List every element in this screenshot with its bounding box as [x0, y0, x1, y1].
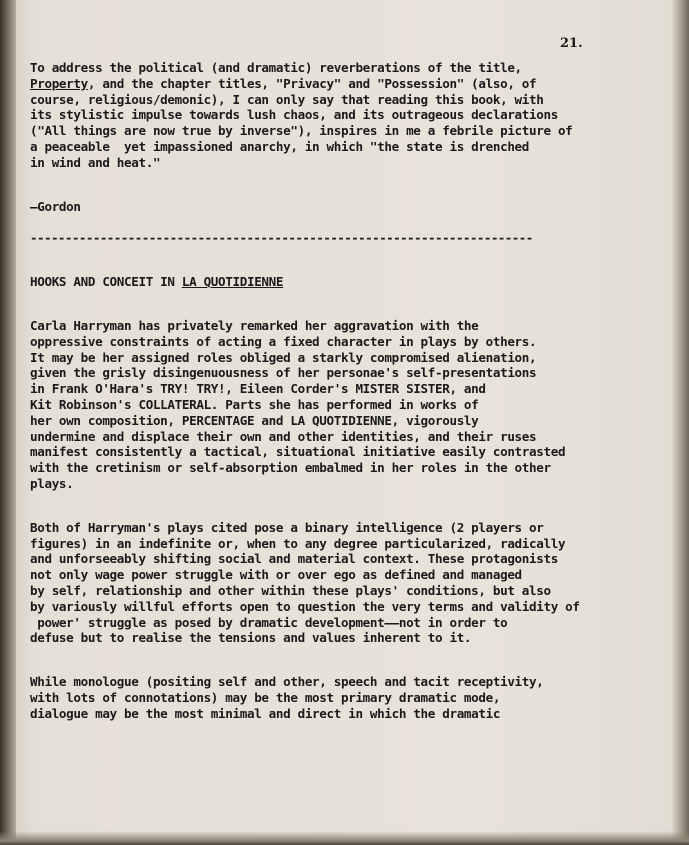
text-line: with the cretinism or self-absorption embalmed in her roles in the other: [30, 460, 551, 476]
text-line: dialogue may be the most minimal and direct in which the dramatic: [30, 705, 501, 721]
section-divider: ------------------------------------------------------------------------: [30, 230, 533, 246]
text-line: course, religious/demonic), I can only say that reading this book, with: [30, 91, 544, 107]
text-line: defuse but to realise the tensions and values inherent to it.: [30, 630, 472, 646]
spacer: [30, 492, 650, 520]
text-line: by variously willful efforts open to question the very terms and validity of: [30, 598, 580, 614]
text-line: its stylistic impulse towards lush chaos, and its outrageous declarations: [30, 107, 558, 123]
paragraph-monologue: [30, 674, 650, 721]
spacer: [30, 290, 650, 318]
text-line: While monologue (positing self and other, speech and tacit receptivity,: [30, 674, 544, 690]
page-body: [30, 60, 650, 722]
text-line: in wind and heat.": [30, 154, 161, 170]
spacer: [30, 246, 650, 274]
page-edge-bottom: [0, 831, 689, 845]
text-line: ("All things are now true by inverse"), inspires in me a febrile picture of: [30, 123, 573, 139]
book-title-property: Property: [30, 75, 88, 91]
text-line: oppressive constraints of acting a fixed character in plays by others.: [30, 333, 537, 349]
text-line: manifest consistently a tactical, situational initiative easily contrasted: [30, 444, 566, 460]
page-edge-right: [671, 0, 689, 845]
text-line: with lots of connotations) may be the most primary dramatic mode,: [30, 689, 501, 705]
text-line: Carla Harryman has privately remarked her aggravation with the: [30, 317, 479, 333]
section-heading-prefix: HOOKS AND CONCEIT IN: [30, 274, 182, 290]
signature: —Gordon: [30, 198, 81, 214]
paragraph-property: [30, 60, 650, 171]
text-line: power' struggle as posed by dramatic development——not in order to: [30, 614, 508, 630]
text-line: given the grisly disingenuousness of her personae's self-presentations: [30, 365, 537, 381]
text-line: plays.: [30, 475, 74, 491]
text-line: in Frank O'Hara's TRY! TRY!, Eileen Corder's MISTER SISTER, and: [30, 381, 486, 397]
text-line: and unforseeably shifting social and material context. These protagonists: [30, 551, 558, 567]
page-gutter: [0, 0, 16, 845]
section-heading-title: LA QUOTIDIENNE: [181, 274, 284, 290]
text-line: by self, relationship and other within these plays' conditions, but also: [30, 582, 551, 598]
text-line-rest: , and the chapter titles, "Privacy" and "Possession" (also, of: [87, 75, 537, 91]
paragraph-harryman-roles: [30, 318, 650, 492]
text-line: Both of Harryman's plays cited pose a binary intelligence (2 players or: [30, 519, 544, 535]
text-line: figures) in an indefinite or, when to any degree particularized, radically: [30, 535, 566, 551]
text-line: Kit Robinson's COLLATERAL. Parts she has performed in works of: [30, 396, 479, 412]
spacer: [30, 646, 650, 674]
text-line: not only wage power struggle with or over ego as defined and managed: [30, 567, 522, 583]
text-line: It may be her assigned roles obliged a starkly compromised alienation,: [30, 349, 537, 365]
paragraph-binary-intelligence: [30, 520, 650, 646]
page-number: 21.: [560, 36, 583, 51]
text-line: To address the political (and dramatic) reverberations of the title,: [30, 60, 522, 75]
text-line: her own composition, PERCENTAGE and LA QUOTIDIENNE, vigorously: [30, 412, 479, 428]
text-line: undermine and displace their own and other identities, and their ruses: [30, 428, 537, 444]
text-line: a peaceable yet impassioned anarchy, in which "the state is drenched: [30, 138, 530, 154]
spacer: [30, 214, 650, 230]
section-heading: [30, 274, 650, 290]
spacer: [30, 171, 650, 199]
text-line: [30, 76, 650, 92]
